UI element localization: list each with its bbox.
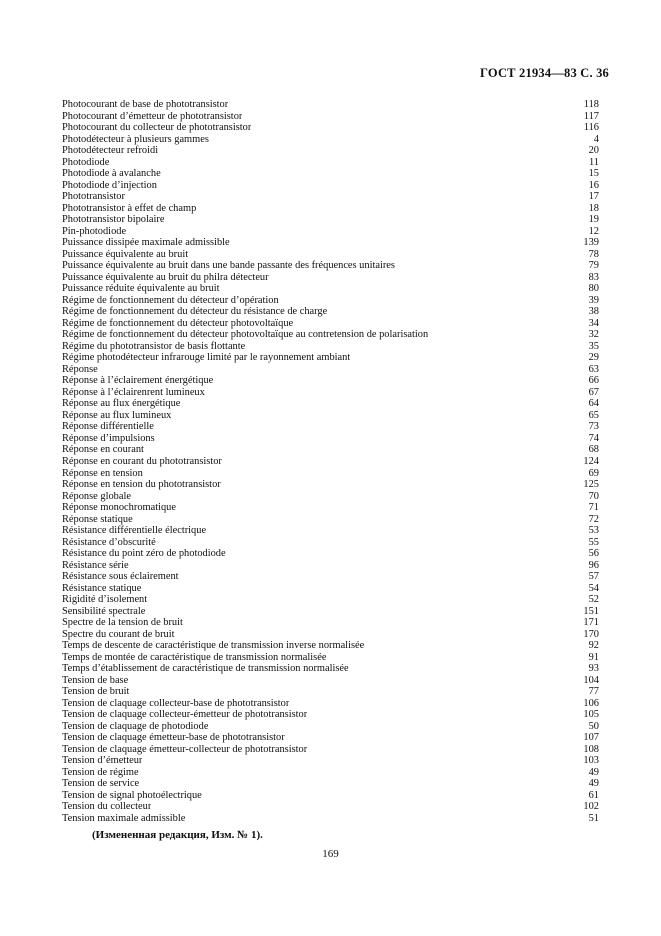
index-entry [62, 583, 599, 595]
index-page-ref: 55 [588, 536, 599, 548]
index-term: Tension d’émetteur [62, 755, 143, 767]
index-entry [62, 249, 599, 261]
index-term: Réponse à l’éclairenrent lumineux [62, 386, 205, 398]
index-term: Tension de claquage de photodiode [62, 720, 209, 732]
index-term: Photodiode à avalanche [62, 168, 161, 180]
index-entry [62, 514, 599, 526]
index-page-ref: 151 [583, 605, 599, 617]
index-page-ref: 72 [588, 513, 599, 525]
index-page-ref: 34 [588, 317, 599, 329]
index-page-ref: 80 [588, 283, 599, 295]
index-page-ref: 54 [588, 582, 599, 594]
index-term: Tension de régime [62, 766, 139, 778]
index-page-ref: 102 [583, 801, 599, 813]
index-page-ref: 77 [588, 686, 599, 698]
index-entry [62, 260, 599, 272]
index-page-ref: 50 [588, 720, 599, 732]
index-entry [62, 410, 599, 422]
index-page-ref: 107 [583, 732, 599, 744]
index-entry [62, 640, 599, 652]
index-entry [62, 629, 599, 641]
index-term: Rigidité d’isolement [62, 594, 148, 606]
index-page-ref: 11 [588, 156, 599, 168]
document-header: ГОСТ 21934—83 С. 36 [480, 66, 609, 80]
index-entry [62, 675, 599, 687]
index-term: Temps d’établissement de caractéristique de transmission normalisée [62, 663, 349, 675]
page-number: 169 [322, 848, 339, 860]
index-entry [62, 560, 599, 572]
index-page-ref: 171 [583, 617, 599, 629]
index-page-ref: 4 [593, 133, 599, 145]
index-term: Tension de service [62, 778, 140, 790]
index-entry [62, 709, 599, 721]
index-term: Photodétecteur refroidi [62, 145, 159, 157]
index-page-ref: 53 [588, 525, 599, 537]
index-entry [62, 502, 599, 514]
index-term: Réponse statique [62, 513, 133, 525]
index-entry [62, 180, 599, 192]
index-term: Réponse en courant [62, 444, 144, 456]
index-entry [62, 479, 599, 491]
index-term: Sensibilité spectrale [62, 605, 146, 617]
index-term: Résistance sous éclairement [62, 571, 179, 583]
index-entry [62, 157, 599, 169]
index-entry [62, 755, 599, 767]
index-term: Spectre du courant de bruit [62, 628, 175, 640]
index-term: Puissance équivalente au bruit [62, 248, 189, 260]
index-entry [62, 237, 599, 249]
index-entry [62, 306, 599, 318]
index-entry [62, 686, 599, 698]
index-page-ref: 71 [588, 502, 599, 514]
index-page-ref: 91 [588, 651, 599, 663]
index-term: Réponse d’impulsions [62, 432, 155, 444]
index-entry [62, 122, 599, 134]
index-term: Photodétecteur à plusieurs gammes [62, 133, 209, 145]
index-entry [62, 778, 599, 790]
index-term: Phototransistor à effet de champ [62, 202, 197, 214]
index-term: Phototransistor [62, 191, 125, 203]
index-entry [62, 537, 599, 549]
index-entry [62, 111, 599, 123]
index-page-ref: 79 [588, 260, 599, 272]
index-term: Résistance série [62, 559, 129, 571]
index-entry [62, 375, 599, 387]
index-page-ref: 38 [588, 306, 599, 318]
index-entry [62, 203, 599, 215]
index-term: Réponse en tension [62, 467, 143, 479]
index-entry [62, 283, 599, 295]
index-entry [62, 364, 599, 376]
index-entry [62, 398, 599, 410]
index-page-ref: 78 [588, 248, 599, 260]
index-entry [62, 767, 599, 779]
index-term: Réponse en tension du phototransistor [62, 479, 221, 491]
index-page-ref: 93 [588, 663, 599, 675]
index-entry [62, 790, 599, 802]
index-entry [62, 801, 599, 813]
index-page-ref: 70 [588, 490, 599, 502]
index-entry [62, 99, 599, 111]
index-page-ref: 66 [588, 375, 599, 387]
index-page-ref: 15 [588, 168, 599, 180]
index-term: Réponse différentielle [62, 421, 154, 433]
index-entry [62, 318, 599, 330]
index-page-ref: 125 [583, 479, 599, 491]
index-page-ref: 92 [588, 640, 599, 652]
index-term: Phototransistor bipolaire [62, 214, 165, 226]
index-term: Régime photodétecteur infrarouge limité par le rayonnement ambiant [62, 352, 351, 364]
index-page-ref: 74 [588, 432, 599, 444]
index-entry [62, 468, 599, 480]
index-entry [62, 606, 599, 618]
index-entry [62, 168, 599, 180]
index-entry [62, 548, 599, 560]
index-term: Tension de claquage collecteur-base de phototransistor [62, 697, 290, 709]
index-term: Spectre de la tension de bruit [62, 617, 183, 629]
index-term: Régime de fonctionnement du détecteur photovoltaïque [62, 317, 294, 329]
index-page-ref: 56 [588, 548, 599, 560]
index-term: Réponse à l’éclairement énergétique [62, 375, 214, 387]
index-page-ref: 57 [588, 571, 599, 583]
index-term: Tension de claquage collecteur-émetteur de phototransistor [62, 709, 308, 721]
index-page-ref: 170 [583, 628, 599, 640]
index-term: Réponse au flux lumineux [62, 409, 172, 421]
index-term: Réponse monochromatique [62, 502, 176, 514]
index-term: Réponse globale [62, 490, 131, 502]
index-term: Tension de bruit [62, 686, 130, 698]
index-entry [62, 226, 599, 238]
index-page-ref: 39 [588, 294, 599, 306]
index-entry [62, 433, 599, 445]
index-page-ref: 49 [588, 778, 599, 790]
index-entry [62, 663, 599, 675]
index-page-ref: 67 [588, 386, 599, 398]
index-entry [62, 329, 599, 341]
index-term: Puissance réduite équivalente au bruit [62, 283, 220, 295]
index-term: Photodiode [62, 156, 110, 168]
index-term: Régime du phototransistor de basis flottante [62, 340, 246, 352]
index-entry [62, 214, 599, 226]
index-entry [62, 421, 599, 433]
index-term: Réponse [62, 363, 98, 375]
index-term: Régime de fonctionnement du détecteur d’opération [62, 294, 279, 306]
index-page-ref: 20 [588, 145, 599, 157]
index-term: Photocourant de base de phototransistor [62, 99, 229, 110]
index-entry [62, 444, 599, 456]
index-page-ref: 61 [588, 789, 599, 801]
index-entry [62, 721, 599, 733]
index-term: Régime de fonctionnement du détecteur du résistance de charge [62, 306, 328, 318]
index-term: Tension de base [62, 674, 129, 686]
index-page-ref: 105 [583, 709, 599, 721]
index-page-ref: 16 [588, 179, 599, 191]
index-entry [62, 617, 599, 629]
index-page-ref: 124 [583, 455, 599, 467]
index-page-ref: 32 [588, 329, 599, 341]
index-page-ref: 68 [588, 444, 599, 456]
index-entry [62, 594, 599, 606]
index-term: Réponse en courant du phototransistor [62, 455, 222, 467]
index-term: Résistance d’obscurité [62, 536, 156, 548]
index-list [62, 99, 599, 824]
index-entry [62, 145, 599, 157]
index-term: Pin-photodiode [62, 225, 127, 237]
index-page-ref: 19 [588, 214, 599, 226]
index-page-ref: 12 [588, 225, 599, 237]
index-page-ref: 17 [588, 191, 599, 203]
index-term: Régime de fonctionnement du détecteur photovoltaïque au contretension de polarisation [62, 329, 429, 341]
index-entry [62, 744, 599, 756]
index-entry [62, 813, 599, 825]
index-page-ref: 18 [588, 202, 599, 214]
amendment-note: (Измененная редакция, Изм. № 1). [92, 829, 263, 841]
index-term: Temps de descente de caractéristique de transmission inverse normalisée [62, 640, 365, 652]
index-page-ref: 73 [588, 421, 599, 433]
index-page-ref: 29 [588, 352, 599, 364]
index-page-ref: 64 [588, 398, 599, 410]
index-term: Réponse au flux énergétique [62, 398, 181, 410]
index-term: Puissance équivalente au bruit dans une bande passante des fréquences unitaires [62, 260, 395, 272]
index-page-ref: 108 [583, 743, 599, 755]
index-page-ref: 35 [588, 340, 599, 352]
index-entry [62, 191, 599, 203]
index-page-ref: 69 [588, 467, 599, 479]
index-entry [62, 295, 599, 307]
index-term: Photocourant du collecteur de phototransistor [62, 122, 252, 134]
index-entry [62, 387, 599, 399]
index-entry [62, 352, 599, 364]
index-entry [62, 698, 599, 710]
index-page-ref: 51 [588, 812, 599, 824]
index-entry [62, 491, 599, 503]
index-term: Tension de claquage émetteur-base de phototransistor [62, 732, 285, 744]
index-term: Photocourant d’émetteur de phototransistor [62, 110, 243, 122]
index-page-ref: 106 [583, 697, 599, 709]
index-term: Puissance dissipée maximale admissible [62, 237, 230, 249]
index-entry [62, 525, 599, 537]
index-page-ref: 116 [583, 122, 599, 134]
index-term: Photodiode d’injection [62, 179, 157, 191]
index-entry [62, 732, 599, 744]
index-entry [62, 652, 599, 664]
index-term: Puissance équivalente au bruit du philra détecteur [62, 271, 269, 283]
index-page-ref: 65 [588, 409, 599, 421]
index-page-ref: 118 [583, 99, 599, 110]
index-page-ref: 117 [583, 110, 599, 122]
index-term: Tension de claquage émetteur-collecteur de phototransistor [62, 743, 308, 755]
index-term: Résistance statique [62, 582, 142, 594]
index-page-ref: 96 [588, 559, 599, 571]
index-term: Tension de signal photoélectrique [62, 789, 202, 801]
index-page-ref: 52 [588, 594, 599, 606]
index-term: Résistance du point zéro de photodiode [62, 548, 226, 560]
index-page-ref: 139 [583, 237, 599, 249]
index-page-ref: 104 [583, 674, 599, 686]
index-page-ref: 49 [588, 766, 599, 778]
index-term: Tension maximale admissible [62, 812, 186, 824]
index-entry [62, 456, 599, 468]
index-entry [62, 134, 599, 146]
index-page-ref: 103 [583, 755, 599, 767]
index-entry [62, 571, 599, 583]
index-entry [62, 341, 599, 353]
index-entry [62, 272, 599, 284]
index-term: Tension du collecteur [62, 801, 152, 813]
index-term: Temps de montée de caractéristique de transmission normalisée [62, 651, 327, 663]
index-page-ref: 63 [588, 363, 599, 375]
index-page-ref: 83 [588, 271, 599, 283]
index-term: Résistance différentielle électrique [62, 525, 207, 537]
